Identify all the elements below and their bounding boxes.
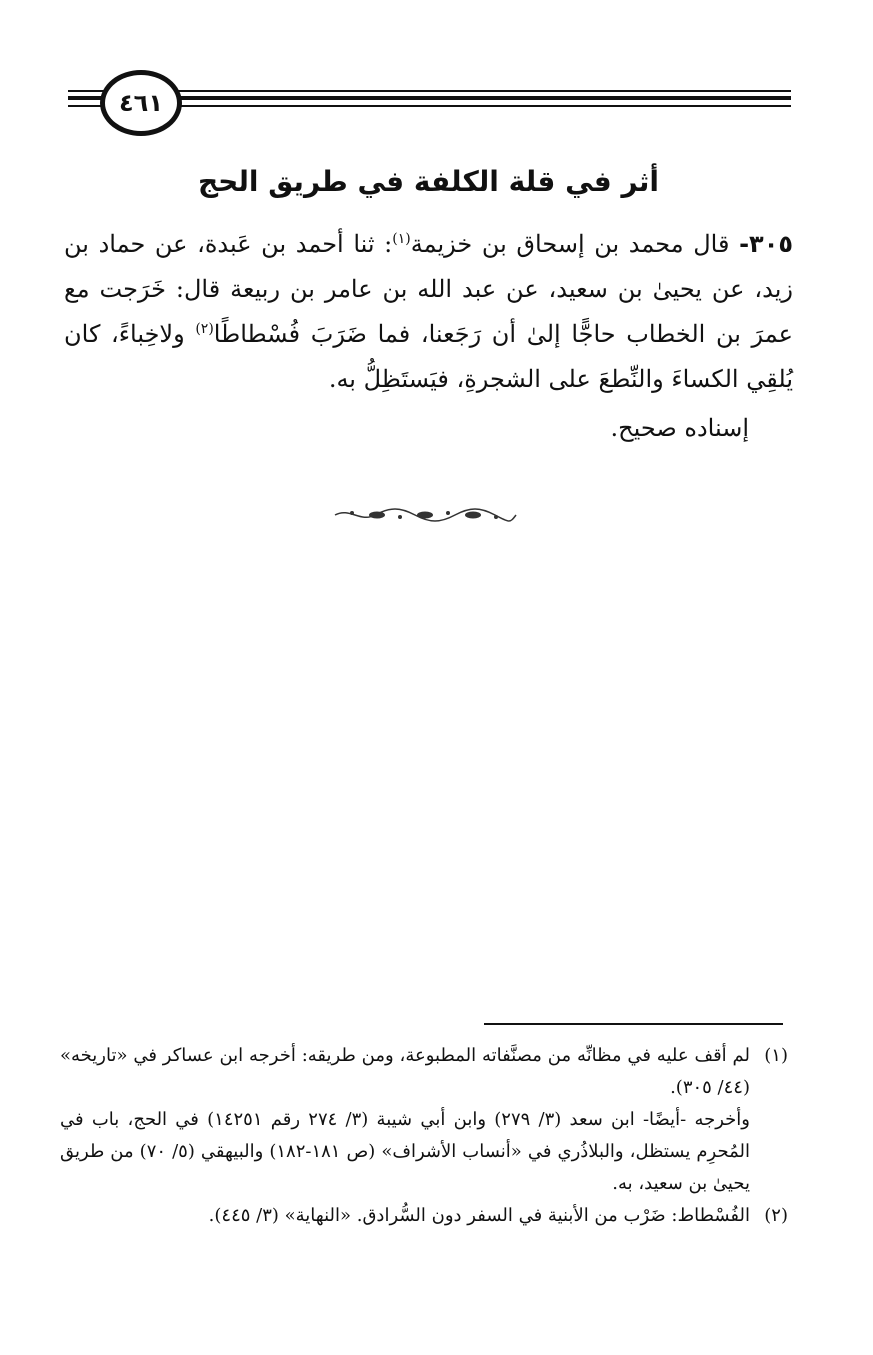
footnote-1-continuation: وأخرجه -أيضًا- ابن سعد (٣/ ٢٧٩) وابن أبي شيبة (٣/ ٢٧٤ رقم ١٤٢٥١) في الحج، باب في المُحرِم يستظل، والبلاذُري في «أنساب الأشراف» (ص ١٨١-١٨٢) والبيهقي (٥/ ٧٠) من طريق يحيىٰ بن سعيد، به. xyxy=(60,1109,750,1194)
hadith-text-1: قال محمد بن إسحاق بن خزيمة xyxy=(410,230,740,258)
footnote-text-2: الفُسْطاط: ضَرْب من الأبنية في السفر دون السُّرادق. «النهاية» (٣/ ٤٤٥). xyxy=(208,1205,750,1226)
footnote-ref-2[interactable]: (٢) xyxy=(195,321,214,337)
hadith-paragraph xyxy=(64,222,793,402)
footnote-number-1: (١) xyxy=(764,1045,788,1066)
hadith-text-2: : ثنا أحمد بن عَبدة، عن حماد بن زيد، عن يحيىٰ بن سعيد، عن عبد الله بن عامر بن ربيعة قال: خَرَجت مع عمرَ بن الخطاب حاجًّا إلىٰ أن رَجَعنا، فما ضَرَبَ فُسْطاطًا xyxy=(64,230,793,348)
hadith-text-3: ولاخِباءً، كان يُلقِي الكساءَ والنِّطعَ على الشجرةِ، فيَستَظِلُّ به. xyxy=(64,320,793,393)
hadith-number: ٣٠٥- xyxy=(739,230,793,258)
ornament-divider xyxy=(330,505,520,525)
chapter-title: أثر في قلة الكلفة في طريق الحج xyxy=(197,165,660,198)
footnotes-section xyxy=(60,1040,788,1232)
isnad-grade: إسناده صحيح. xyxy=(610,414,749,442)
page-number: ٤٦١ xyxy=(100,70,182,136)
footnote-separator xyxy=(484,1023,783,1025)
footnote-ref-1[interactable]: (١) xyxy=(392,231,411,247)
footnote-1 xyxy=(60,1040,788,1104)
footnote-number-2: (٢) xyxy=(764,1205,788,1226)
main-content xyxy=(64,160,793,451)
footnote-text-1: لم أقف عليه في مظانِّه من مصنَّفاته المطبوعة، ومن طريقه: أخرجه ابن عساكر في «تاريخه» (٤٤/ ٣٠٥). xyxy=(60,1045,750,1098)
footnote-2 xyxy=(60,1200,788,1232)
